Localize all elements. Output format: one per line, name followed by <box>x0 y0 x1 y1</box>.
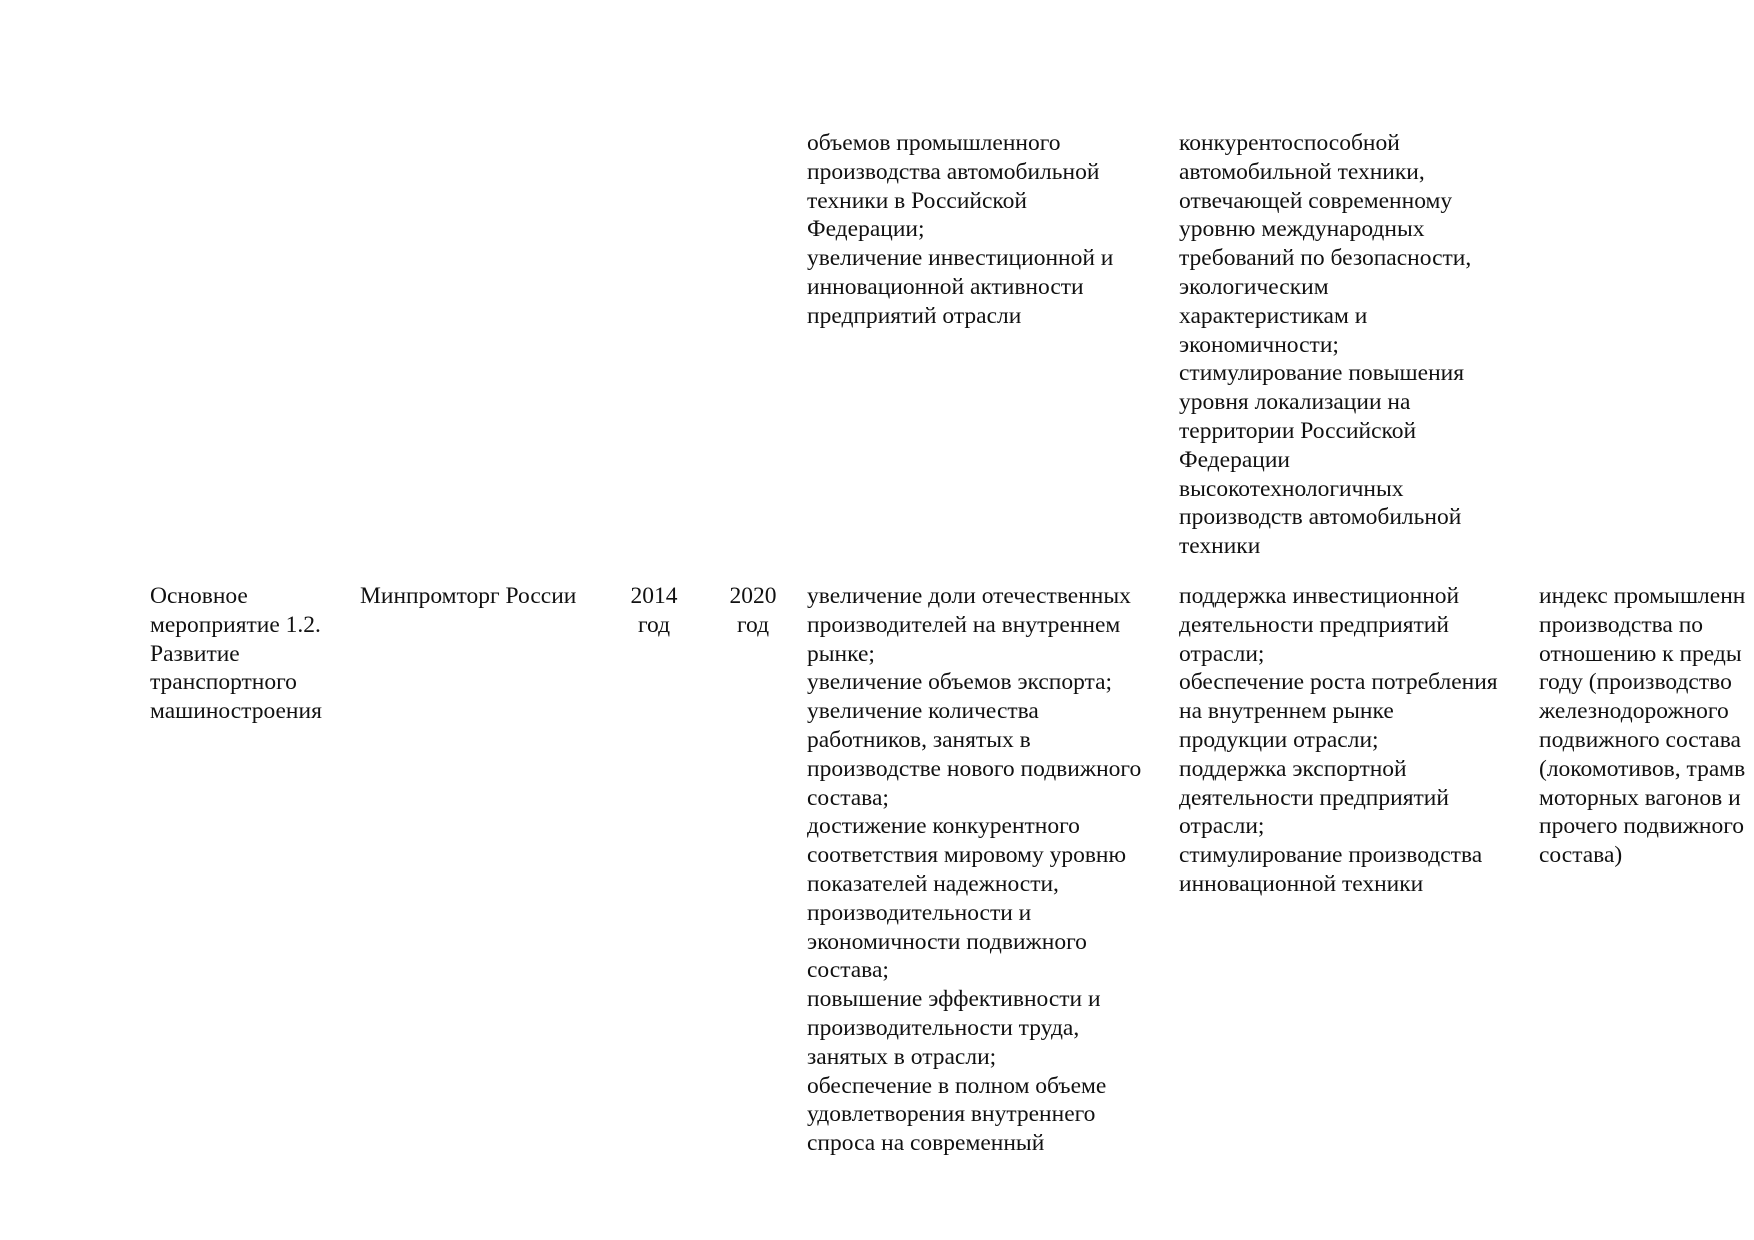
executor-cell: Минпромторг России <box>360 583 577 609</box>
main-directions-cell: поддержка инвестиционной деятельности предприятий отрасли; обеспечение роста потребления на внутреннем рынке продукции отрасли; поддержка экспортной деятельности предприятий отрасли; стимулирование производства инновационной техники <box>1179 583 1498 897</box>
indicator-cell: индекс промышленн производства по отношению к преды году (производство железнодорожного подвижного состава (локомотивов, трамв моторных вагонов и прочего подвижного состава) <box>1539 583 1746 869</box>
continuation-expected-results-cell: объемов промышленного производства автомобильной техники в Российской Федерации; увеличение инвестиционной и инновационной активности предприятий отрасли <box>807 130 1114 329</box>
end-year-cell: 2020 год <box>729 583 777 638</box>
continuation-main-directions-cell: конкурентоспособной автомобильной техники, отвечающей современному уровню международных требований по безопасности, экологическим характеристикам и экономичности; стимулирование повышения уровня локализации на территории Российской Федерации высокотехнологичных производств автомобильной техники <box>1179 130 1472 560</box>
measure-name-cell: Основное мероприятие 1.2. Развитие транспортного машиностроения <box>150 583 322 725</box>
expected-results-cell: увеличение доли отечественных производителей на внутреннем рынке; увеличение объемов экспорта; увеличение количества работников, занятых в производстве нового подвижного состава; достижение конкурентного соответствия мировому уровню показателей надежности, производительности и экономичности подвижного состава; повышение эффективности и производительности труда, занятых в отрасли; обеспечение в полном объеме удовлетворения внутреннего спроса на современный <box>807 583 1142 1157</box>
start-year-cell: 2014 год <box>630 583 678 638</box>
